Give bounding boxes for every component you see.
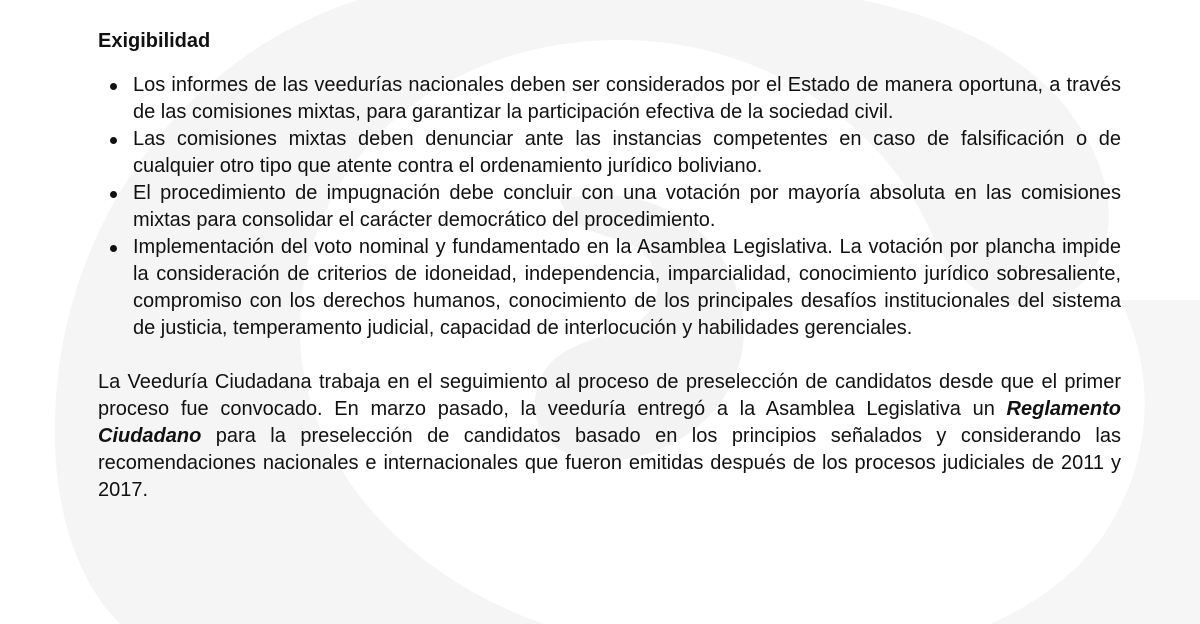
list-item-text: Implementación del voto nominal y fundamentado en la Asamblea Legislativa. La votación por plancha impide la consideración de criterios de idoneidad, independencia, imparcialidad, conocimiento jurídico sobresaliente, compromiso con los derechos humanos, conocimiento de los principales desafíos institucionales del sistema de justicia, temperamento judicial, capacidad de interlocución y habilidades gerenciales. <box>133 236 1121 339</box>
paragraph-text-before: La Veeduría Ciudadana trabaja en el seguimiento al proceso de preselección de candidatos desde que el primer proceso fue convocado. En marzo pasado, la veeduría entregó a la Asamblea Legislativa un <box>98 371 1121 420</box>
list-item-text: Las comisiones mixtas deben denunciar ante las instancias competentes en caso de falsificación o de cualquier otro tipo que atente contra el ordenamiento jurídico boliviano. <box>133 128 1121 177</box>
list-item-text: El procedimiento de impugnación debe concluir con una votación por mayoría absoluta en las comisiones mixtas para consolidar el carácter democrático del procedimiento. <box>133 182 1121 231</box>
body-paragraph <box>98 369 1121 504</box>
list-item <box>133 234 1121 342</box>
bullet-icon <box>110 245 117 252</box>
bullet-icon <box>110 191 117 198</box>
paragraph-text-after: para la preselección de candidatos basado en los principios señalados y considerando las recomendaciones nacionales e internacionales que fueron emitidas después de los procesos judiciales de 2011 y 2017. <box>98 425 1121 501</box>
bullet-icon <box>110 137 117 144</box>
document-body <box>98 28 1121 504</box>
regulation-title: Reglamento Ciudadano <box>98 398 1121 447</box>
list-item-text: Los informes de las veedurías nacionales deben ser considerados por el Estado de manera oportuna, a través de las comisiones mixtas, para garantizar la participación efectiva de la sociedad civil. <box>133 74 1121 123</box>
list-item <box>133 180 1121 234</box>
list-item <box>133 72 1121 126</box>
requirements-list <box>98 72 1121 342</box>
bullet-icon <box>110 83 117 90</box>
section-heading: Exigibilidad <box>98 30 211 52</box>
list-item <box>133 126 1121 180</box>
